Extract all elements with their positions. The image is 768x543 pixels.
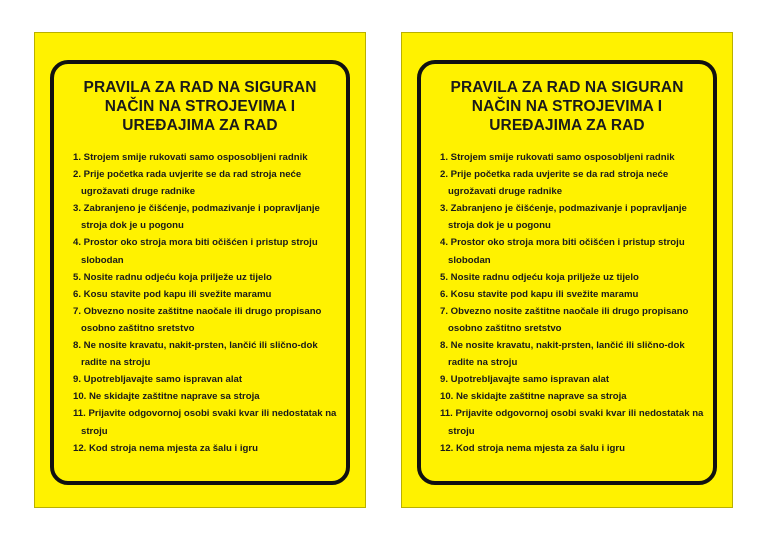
rule-item-11: 11. Prijavite odgovornoj osobi svaki kvar ili nedostatak na stroju: [440, 408, 704, 437]
rule-item-6: 6. Kosu stavite pod kapu ili svežite maramu: [73, 288, 272, 300]
rule-item-8: 8. Ne nosite kravatu, nakit-prsten, lančić ili slično-dok radite na stroju: [440, 340, 685, 369]
sign-title-line: PRAVILA ZA RAD NA SIGURAN: [83, 79, 317, 96]
rule-item-11: 11. Prijavite odgovornoj osobi svaki kvar ili nedostatak na stroju: [73, 408, 337, 437]
rules-list: [440, 149, 712, 457]
rule-item-1: 1. Strojem smije rukovati samo osposobljeni radnik: [440, 152, 675, 163]
rule-item-10: 10. Ne skidajte zaštitne naprave sa stroja: [440, 391, 627, 403]
rules-list: [73, 149, 345, 457]
sign-title: [402, 78, 732, 135]
rule-item-1: 1. Strojem smije rukovati samo osposobljeni radnik: [73, 152, 308, 163]
rule-item-5: 5. Nosite radnu odjeću koja prilježe uz tijelo: [440, 271, 639, 283]
sign-title-line: UREĐAJIMA ZA RAD: [489, 117, 645, 134]
rule-item-7: 7. Obvezno nosite zaštitne naočale ili drugo propisano osobno zaštitno sretstvo: [440, 305, 689, 334]
rule-item-3: 3. Zabranjeno je čišćenje, podmazivanje i popravljanje stroja dok je u pogonu: [440, 203, 687, 232]
sign-title-line: NAČIN NA STROJEVIMA I: [104, 98, 296, 115]
sign-title-line: NAČIN NA STROJEVIMA I: [471, 98, 663, 115]
rule-item-7: 7. Obvezno nosite zaštitne naočale ili drugo propisano osobno zaštitno sretstvo: [73, 305, 322, 334]
rule-item-4: 4. Prostor oko stroja mora biti očišćen i pristup stroju slobodan: [73, 237, 318, 266]
sign-title-line: PRAVILA ZA RAD NA SIGURAN: [450, 79, 684, 96]
rule-item-10: 10. Ne skidajte zaštitne naprave sa stroja: [73, 391, 260, 403]
sign-title: [35, 78, 365, 135]
rule-item-5: 5. Nosite radnu odjeću koja prilježe uz tijelo: [73, 271, 272, 283]
rule-item-3: 3. Zabranjeno je čišćenje, podmazivanje i popravljanje stroja dok je u pogonu: [73, 203, 320, 232]
sign-title-line: UREĐAJIMA ZA RAD: [122, 117, 278, 134]
rule-item-6: 6. Kosu stavite pod kapu ili svežite maramu: [440, 288, 639, 300]
rule-item-2: 2. Prije početka rada uvjerite se da rad stroja neće ugrožavati druge radnike: [440, 169, 669, 198]
rule-item-9: 9. Upotrebljavajte samo ispravan alat: [440, 374, 610, 386]
rule-item-12: 12. Kod stroja nema mjesta za šalu i igru: [73, 442, 259, 454]
rule-item-2: 2. Prije početka rada uvjerite se da rad stroja neće ugrožavati druge radnike: [73, 169, 302, 198]
rule-item-8: 8. Ne nosite kravatu, nakit-prsten, lančić ili slično-dok radite na stroju: [73, 340, 318, 369]
rule-item-9: 9. Upotrebljavajte samo ispravan alat: [73, 374, 243, 386]
rule-item-4: 4. Prostor oko stroja mora biti očišćen i pristup stroju slobodan: [440, 237, 685, 266]
rule-item-12: 12. Kod stroja nema mjesta za šalu i igru: [440, 442, 626, 454]
safety-sign-right: [401, 32, 733, 508]
safety-sign-left: [34, 32, 366, 508]
